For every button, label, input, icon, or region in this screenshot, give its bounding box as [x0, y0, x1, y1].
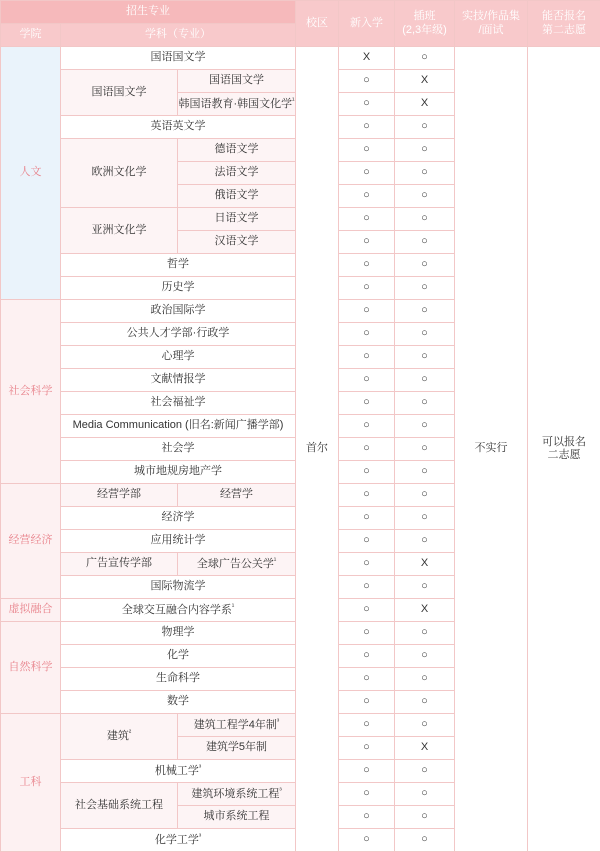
transfer-mark: ○ [395, 346, 455, 369]
transfer-mark: ○ [395, 829, 455, 852]
college-name: 人文 [1, 47, 61, 300]
transfer-mark: ○ [395, 760, 455, 783]
header-second-choice [528, 1, 600, 47]
department-name: 经营学部 [61, 484, 178, 507]
department-name: 建筑$^{^2}$ [61, 714, 178, 760]
transfer-mark: ○ [395, 139, 455, 162]
new-entry-mark: ○ [339, 415, 395, 438]
new-entry-mark: X [339, 47, 395, 70]
transfer-mark: ○ [395, 300, 455, 323]
new-entry-mark: ○ [339, 254, 395, 277]
department-name: 社会基础系统工程 [61, 783, 178, 829]
major-name: 文献情报学 [61, 369, 296, 392]
new-entry-mark: ○ [339, 691, 395, 714]
header-major-group: 招生专业 [1, 1, 296, 24]
college-name: 自然科学 [1, 622, 61, 714]
transfer-mark: X [395, 70, 455, 93]
second-choice-value-line1: 可以报名 [528, 436, 600, 449]
new-entry-mark: ○ [339, 714, 395, 737]
department-name: 广告宣传学部 [61, 553, 178, 576]
transfer-mark: X [395, 553, 455, 576]
header-portfolio [455, 1, 528, 47]
major-name: 经营学 [178, 484, 296, 507]
transfer-mark: ○ [395, 530, 455, 553]
transfer-mark: ○ [395, 277, 455, 300]
new-entry-mark: ○ [339, 645, 395, 668]
new-entry-mark: ○ [339, 392, 395, 415]
transfer-mark: ○ [395, 461, 455, 484]
transfer-mark: ○ [395, 714, 455, 737]
transfer-mark: ○ [395, 668, 455, 691]
header-campus: 校区 [296, 1, 339, 47]
major-name: 俄语文学 [178, 185, 296, 208]
new-entry-mark: ○ [339, 599, 395, 622]
transfer-mark: ○ [395, 622, 455, 645]
new-entry-mark: ○ [339, 668, 395, 691]
major-name: 城市地规房地产学 [61, 461, 296, 484]
major-name: 建筑学5年制 [178, 737, 296, 760]
transfer-mark: ○ [395, 47, 455, 70]
transfer-mark: ○ [395, 231, 455, 254]
transfer-mark: ○ [395, 185, 455, 208]
major-name: 化学工学$^{^3}$ [61, 829, 296, 852]
new-entry-mark: ○ [339, 484, 395, 507]
major-name: 政治国际学 [61, 300, 296, 323]
major-name: 经济学 [61, 507, 296, 530]
transfer-mark: ○ [395, 208, 455, 231]
new-entry-mark: ○ [339, 323, 395, 346]
major-name: 生命科学 [61, 668, 296, 691]
major-name: 心理学 [61, 346, 296, 369]
major-name: 法语文学 [178, 162, 296, 185]
header-second-choice-line2: 第二志愿 [542, 24, 586, 36]
new-entry-mark: ○ [339, 300, 395, 323]
college-name: 工科 [1, 714, 61, 852]
major-name: 社会福祉学 [61, 392, 296, 415]
header-college: 学院 [1, 24, 61, 47]
new-entry-mark: ○ [339, 116, 395, 139]
new-entry-mark: ○ [339, 162, 395, 185]
table-row [1, 47, 600, 70]
new-entry-mark: ○ [339, 507, 395, 530]
new-entry-mark: ○ [339, 760, 395, 783]
major-name: 建筑环境系统工程$^{^3}$ [178, 783, 296, 806]
new-entry-mark: ○ [339, 346, 395, 369]
new-entry-mark: ○ [339, 622, 395, 645]
transfer-mark: ○ [395, 783, 455, 806]
new-entry-mark: ○ [339, 783, 395, 806]
major-name: 物理学 [61, 622, 296, 645]
second-choice-value [528, 47, 600, 852]
department-name: 欧洲文化学 [61, 139, 178, 208]
new-entry-mark: ○ [339, 553, 395, 576]
major-name: 国际物流学 [61, 576, 296, 599]
major-name: 哲学 [61, 254, 296, 277]
college-name: 社会科学 [1, 300, 61, 484]
new-entry-mark: ○ [339, 139, 395, 162]
department-name: 亚洲文化学 [61, 208, 178, 254]
transfer-mark: ○ [395, 254, 455, 277]
new-entry-mark: ○ [339, 208, 395, 231]
major-name: Media Communication (旧名:新闻广播学部) [61, 415, 296, 438]
major-name: 国语国文学 [178, 70, 296, 93]
campus-value: 首尔 [296, 47, 339, 852]
college-name: 虚拟融合 [1, 599, 61, 622]
major-name: 数学 [61, 691, 296, 714]
transfer-mark: X [395, 599, 455, 622]
new-entry-mark: ○ [339, 530, 395, 553]
major-name: 社会学 [61, 438, 296, 461]
transfer-mark: X [395, 93, 455, 116]
major-name: 建筑工程学4年制$^{^3}$ [178, 714, 296, 737]
header-portfolio-line1: 实技/作品集 [462, 10, 520, 22]
transfer-mark: ○ [395, 116, 455, 139]
transfer-mark: ○ [395, 691, 455, 714]
portfolio-value: 不实行 [455, 47, 528, 852]
header-portfolio-line2: /面试 [478, 24, 503, 36]
major-name: 全球交互融合内容学系$^{^1}$ [61, 599, 296, 622]
new-entry-mark: ○ [339, 70, 395, 93]
table-header-row-1 [1, 1, 600, 24]
header-transfer-line1: 插班 [414, 10, 436, 22]
transfer-mark: ○ [395, 645, 455, 668]
transfer-mark: ○ [395, 415, 455, 438]
new-entry-mark: ○ [339, 461, 395, 484]
major-name: 汉语文学 [178, 231, 296, 254]
second-choice-value-line2: 二志愿 [528, 449, 600, 462]
new-entry-mark: ○ [339, 438, 395, 461]
header-second-choice-line1: 能否报名 [542, 10, 586, 22]
transfer-mark: ○ [395, 507, 455, 530]
new-entry-mark: ○ [339, 93, 395, 116]
major-name: 公共人才学部·行政学 [61, 323, 296, 346]
major-name: 化学 [61, 645, 296, 668]
major-name: 韩国语教育·韩国文化学$^{^1}$ [178, 93, 296, 116]
major-name: 国语国文学 [61, 47, 296, 70]
new-entry-mark: ○ [339, 277, 395, 300]
transfer-mark: ○ [395, 438, 455, 461]
transfer-mark: ○ [395, 162, 455, 185]
new-entry-mark: ○ [339, 231, 395, 254]
major-name: 德语文学 [178, 139, 296, 162]
major-name: 城市系统工程 [178, 806, 296, 829]
major-name: 机械工学$^{^3}$ [61, 760, 296, 783]
header-transfer-line2: (2,3年级) [402, 24, 447, 36]
new-entry-mark: ○ [339, 829, 395, 852]
transfer-mark: ○ [395, 369, 455, 392]
new-entry-mark: ○ [339, 369, 395, 392]
transfer-mark: ○ [395, 806, 455, 829]
transfer-mark: ○ [395, 576, 455, 599]
major-name: 历史学 [61, 277, 296, 300]
college-name: 经营经济 [1, 484, 61, 599]
header-transfer [395, 1, 455, 47]
major-name: 英语英文学 [61, 116, 296, 139]
department-name: 国语国文学 [61, 70, 178, 116]
major-name: 应用统计学 [61, 530, 296, 553]
major-name: 全球广告公关学$^{^1}$ [178, 553, 296, 576]
new-entry-mark: ○ [339, 185, 395, 208]
transfer-mark: ○ [395, 392, 455, 415]
table-body [1, 47, 600, 852]
new-entry-mark: ○ [339, 576, 395, 599]
transfer-mark: ○ [395, 323, 455, 346]
new-entry-mark: ○ [339, 806, 395, 829]
transfer-mark: X [395, 737, 455, 760]
transfer-mark: ○ [395, 484, 455, 507]
new-entry-mark: ○ [339, 737, 395, 760]
major-name: 日语文学 [178, 208, 296, 231]
header-new-entry: 新入学 [339, 1, 395, 47]
header-subject: 学科（专业） [61, 24, 296, 47]
